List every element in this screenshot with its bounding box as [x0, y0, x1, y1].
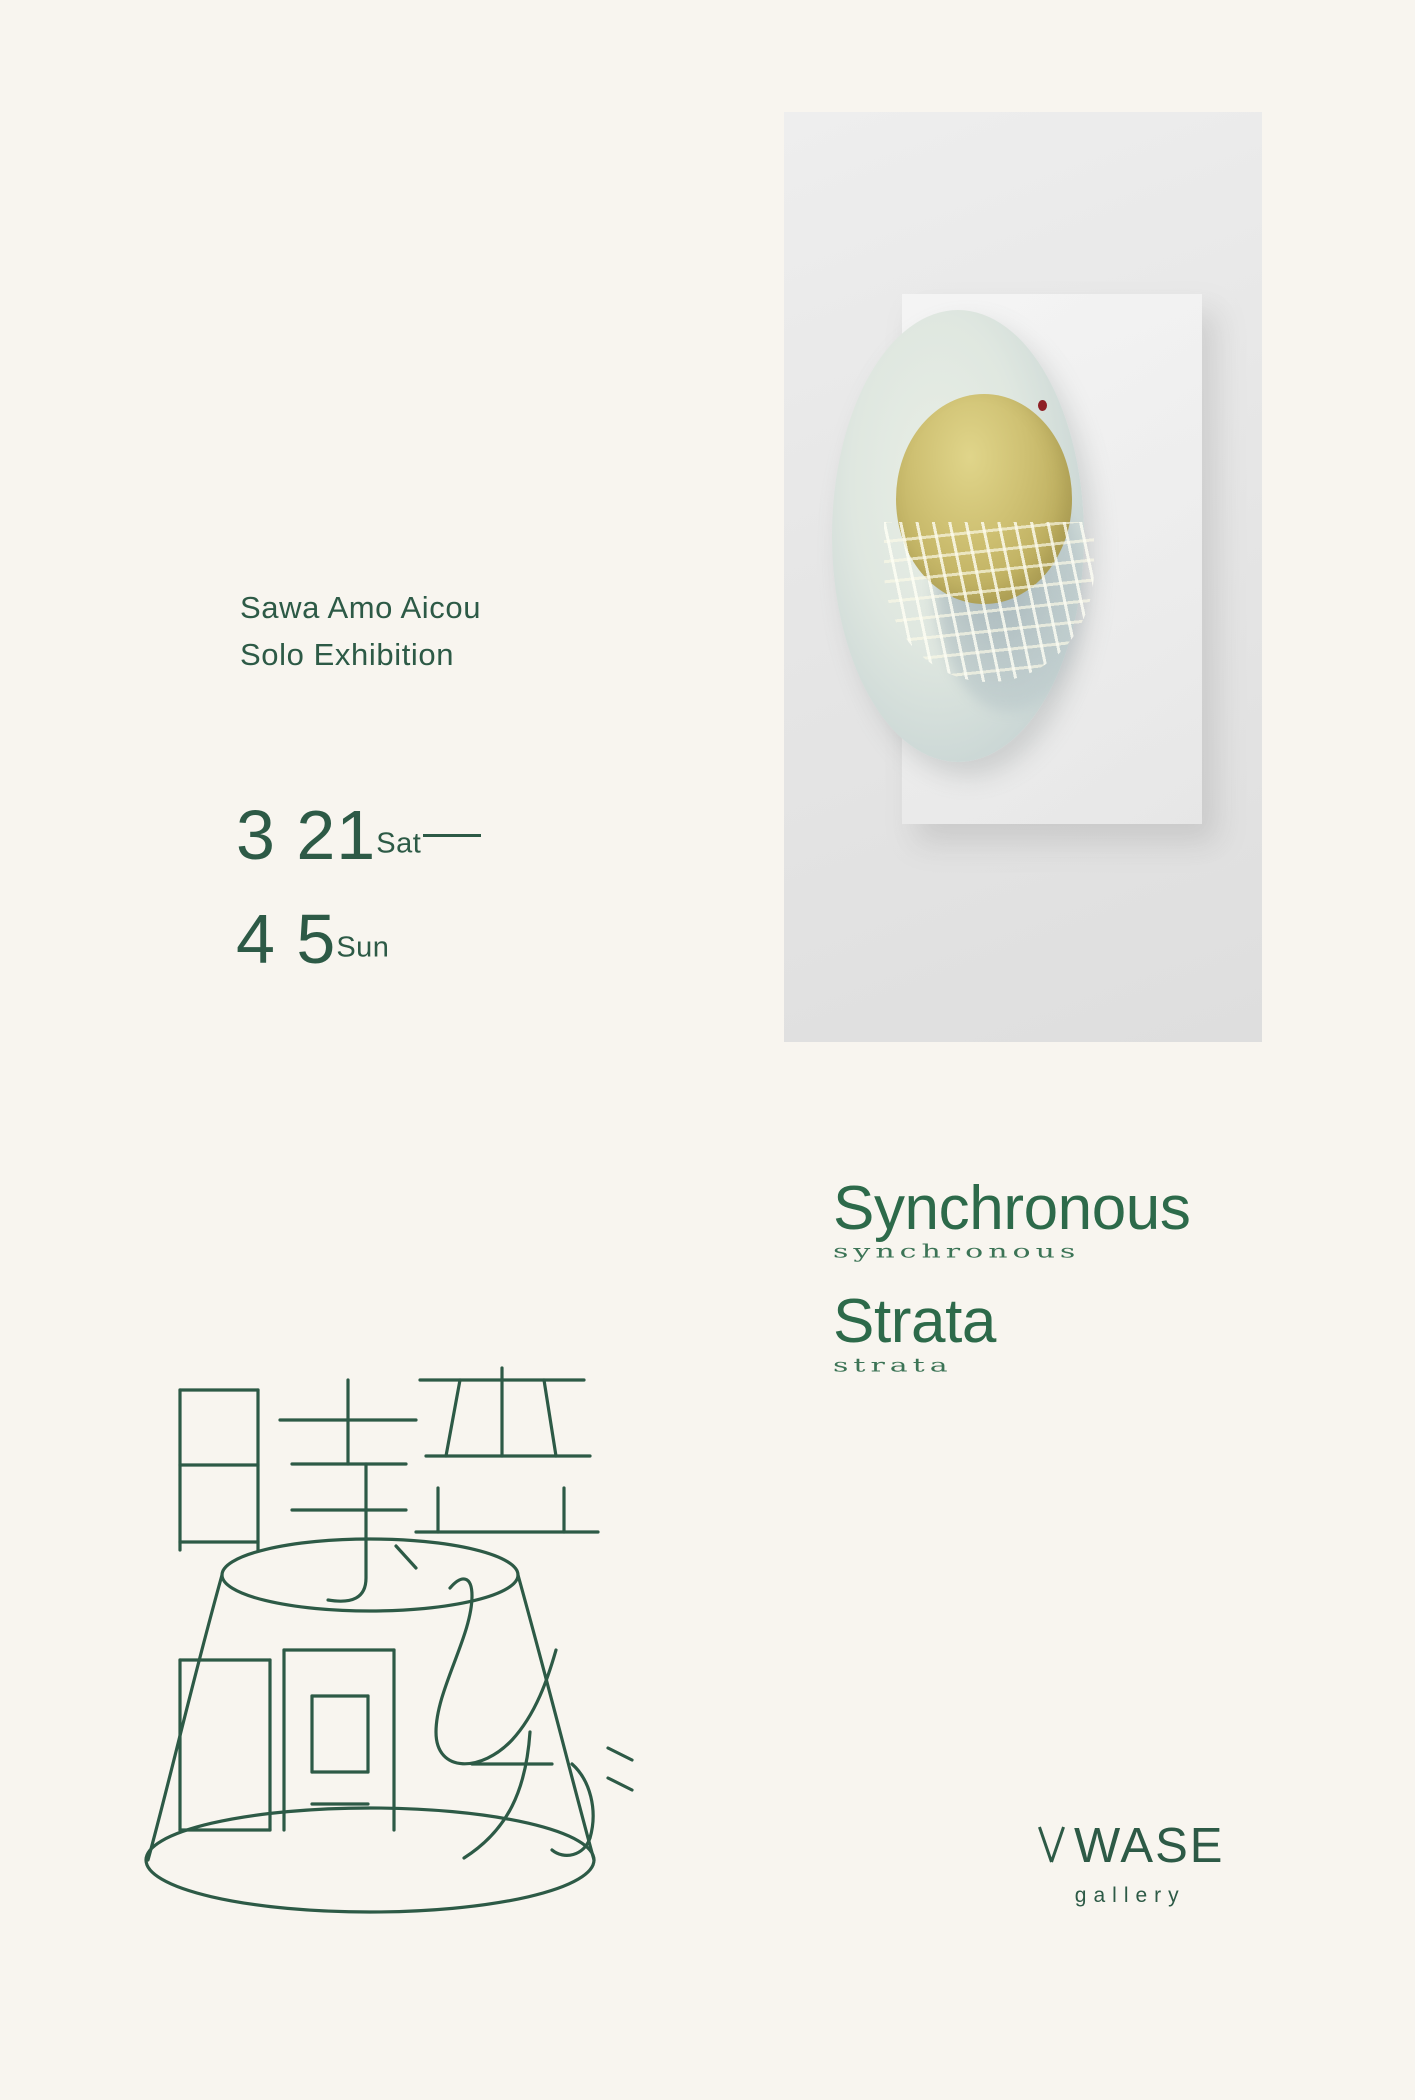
exhibition-title-en	[833, 1174, 1191, 1404]
date-end-weekday: Sun	[336, 931, 390, 964]
gallery-logo	[1036, 1818, 1224, 1908]
date-range-dash	[423, 834, 481, 837]
exhibition-type: Solo Exhibition	[240, 637, 455, 673]
date-end: 4 5	[236, 900, 337, 978]
exhibition-dates	[236, 796, 481, 1008]
logo-a-mark-icon	[1036, 1826, 1070, 1862]
date-start-weekday: Sat	[376, 827, 422, 860]
date-end-row	[236, 900, 481, 1008]
gallery-name	[1036, 1818, 1224, 1874]
exhibition-title-ja	[120, 1360, 740, 1920]
artist-name: Sawa Amo Aicou	[240, 590, 482, 625]
title-line-1-script: synchronous	[833, 1241, 1081, 1264]
title-line-2-script: strata	[833, 1354, 953, 1377]
artwork-photo	[784, 112, 1262, 1042]
date-start: 3 21	[236, 796, 377, 874]
artist-credit	[240, 584, 481, 678]
artwork-red-dot	[1038, 400, 1047, 411]
title-line-1: Synchronous	[833, 1174, 1191, 1243]
title-line-2: Strata	[833, 1287, 997, 1357]
gallery-name-text: WASE	[1074, 1819, 1225, 1873]
gallery-subtitle: gallery	[1074, 1884, 1186, 1907]
date-start-row	[236, 796, 481, 904]
